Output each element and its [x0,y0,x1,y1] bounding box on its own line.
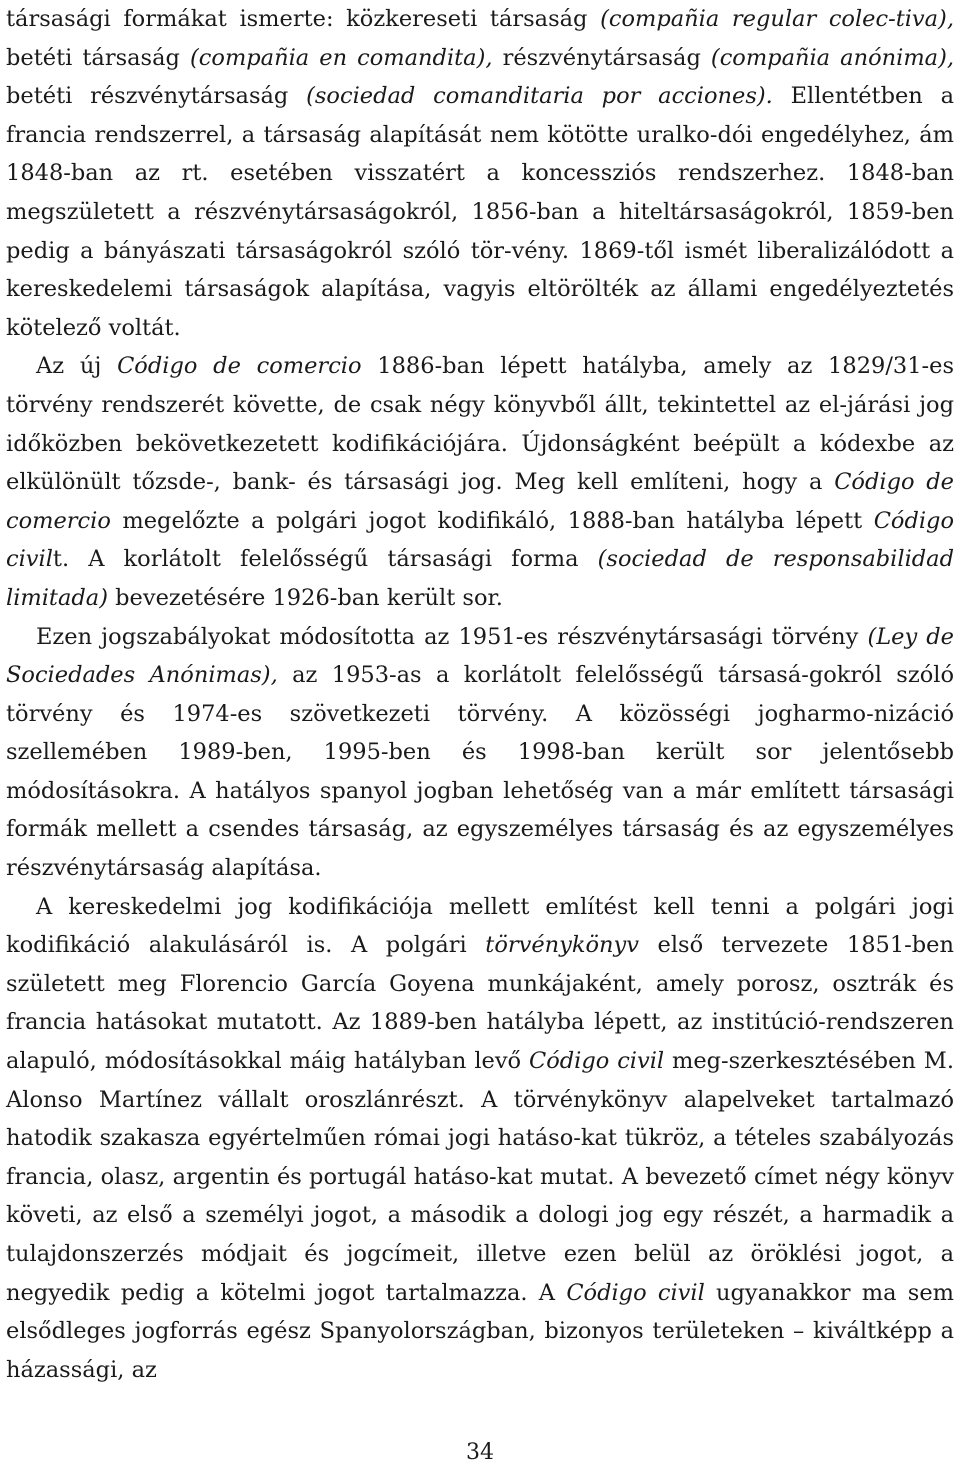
text-run: betéti részvénytársaság [6,83,307,110]
italic-text-run: Código civil [6,507,954,573]
text-run: t. A korlátolt felelősségű társasági forma [52,546,598,573]
page-body [6,0,954,1389]
text-run: Ezen jogszabályokat módosította az 1951-es részvénytársasági törvény [36,623,868,650]
italic-text-run: (Ley de Sociedades Anónimas), [6,623,954,689]
italic-text-run: (compañia en comandita), [190,44,493,71]
text-run: Az új [36,353,118,380]
paragraph-2 [6,347,954,617]
italic-text-run: Código de comercio [6,469,954,534]
paragraph-1 [6,0,954,347]
italic-text-run: Código civil [528,1048,665,1075]
text-run: meg-szerkesztésében M. Alonso Martínez vállalt oroszlánrészt. A törvénykönyv alapelveket tartalmazó hatodik szakasza egyértelműen római jogi hatáso-kat tükröz, a tételes szabályozás francia, olasz, argentin és portugál hatáso-kat mutat. A bevezető címet négy könyv követi, az első a személyi jogot, a második a dologi jog egy részét, a harmadik a tulajdonszerzés módjait és jogcímeit, illetve ezen belül az öröklési jogot, a negyedik pedig a kötelmi jogot tartalmazza. A [6,1048,954,1306]
italic-text-run: (sociedad comanditaria por acciones). [306,83,773,110]
italic-text-run: (compañia anónima), [710,44,954,71]
text-run: Ellentétben a francia rendszerrel, a társaság alapítását nem kötötte uralko-dói engedélyhez, ám 1848-ban az rt. esetében visszatért a koncessziós rendszerhez. 1848-ban megszületett a részvénytársaságokról, 1856-ban a hiteltársaságokról, 1859-ben pedig a bányászati társaságokról szóló tör-vény. 1869-től ismét liberalizálódott a kereskedelemi társaságok alapítása, vagyis eltörölték az állami engedélyeztetés kötelező voltát. [6,83,954,341]
page-number: 34 [466,1440,494,1465]
text-run: ugyanakkor ma sem elsődleges jogforrás egész Spanyolországban, bizonyos területeken – kiváltképp a házassági, az [6,1279,954,1383]
italic-text-run: Código civil [566,1279,705,1306]
italic-text-run: (compañia regular colec-tiva), [600,6,954,32]
text-run: első tervezete 1851-ben született meg Florencio García Goyena munkájaként, amely porosz, osztrák és francia hatásokat mutatott. Az 1889-ben hatályba lépett, az institúció-rendszeren alapuló, módosításokkal máig hatályban levő [6,932,954,1075]
text-run: 1886-ban lépett hatályba, amely az 1829/31-es törvény rendszerét követte, de csak négy könyvből állt, tekintettel az el-járási jog időközben bekövetkezetett kodifikációjára. Újdonságként beépült a kódexbe az elkülönült tőzsde-, bank- és társasági jog. Meg kell említeni, hogy a [6,353,954,496]
text-run: részvénytársaság [492,44,711,71]
text-run: A kereskedelmi jog kodifikációja mellett említést kell tenni a polgári jogi kodifikáció alakulásáról is. A polgári [6,893,954,959]
paragraph-4 [6,888,954,1390]
text-run: megelőzte a polgári jogot kodifikáló, 1888-ban hatályba lépett [110,507,874,534]
text-run: betéti társaság [6,44,191,71]
text-run: bevezetésére 1926-ban került sor. [107,584,503,611]
text-run: társasági formákat ismerte: közkereseti társaság [6,6,601,32]
text-run: az 1953-as a korlátolt felelősségű társasá-gokról szóló törvény és 1974-es szövetkezeti törvény. A közösségi jogharmo-nizáció szellemében 1989-ben, 1995-ben és 1998-ban került sor jelentősebb módosításokra. A hatályos spanyol jogban lehetőség van a már említett társasági formák mellett a csendes társaság, az egyszemélyes társaság és az egyszemélyes részvénytársaság alapítása. [6,662,954,882]
italic-text-run: Código de comercio [117,353,362,380]
paragraph-3 [6,618,954,888]
italic-text-run: (sociedad de responsabilidad limitada) [6,546,954,611]
italic-text-run: törvénykönyv [485,932,639,959]
